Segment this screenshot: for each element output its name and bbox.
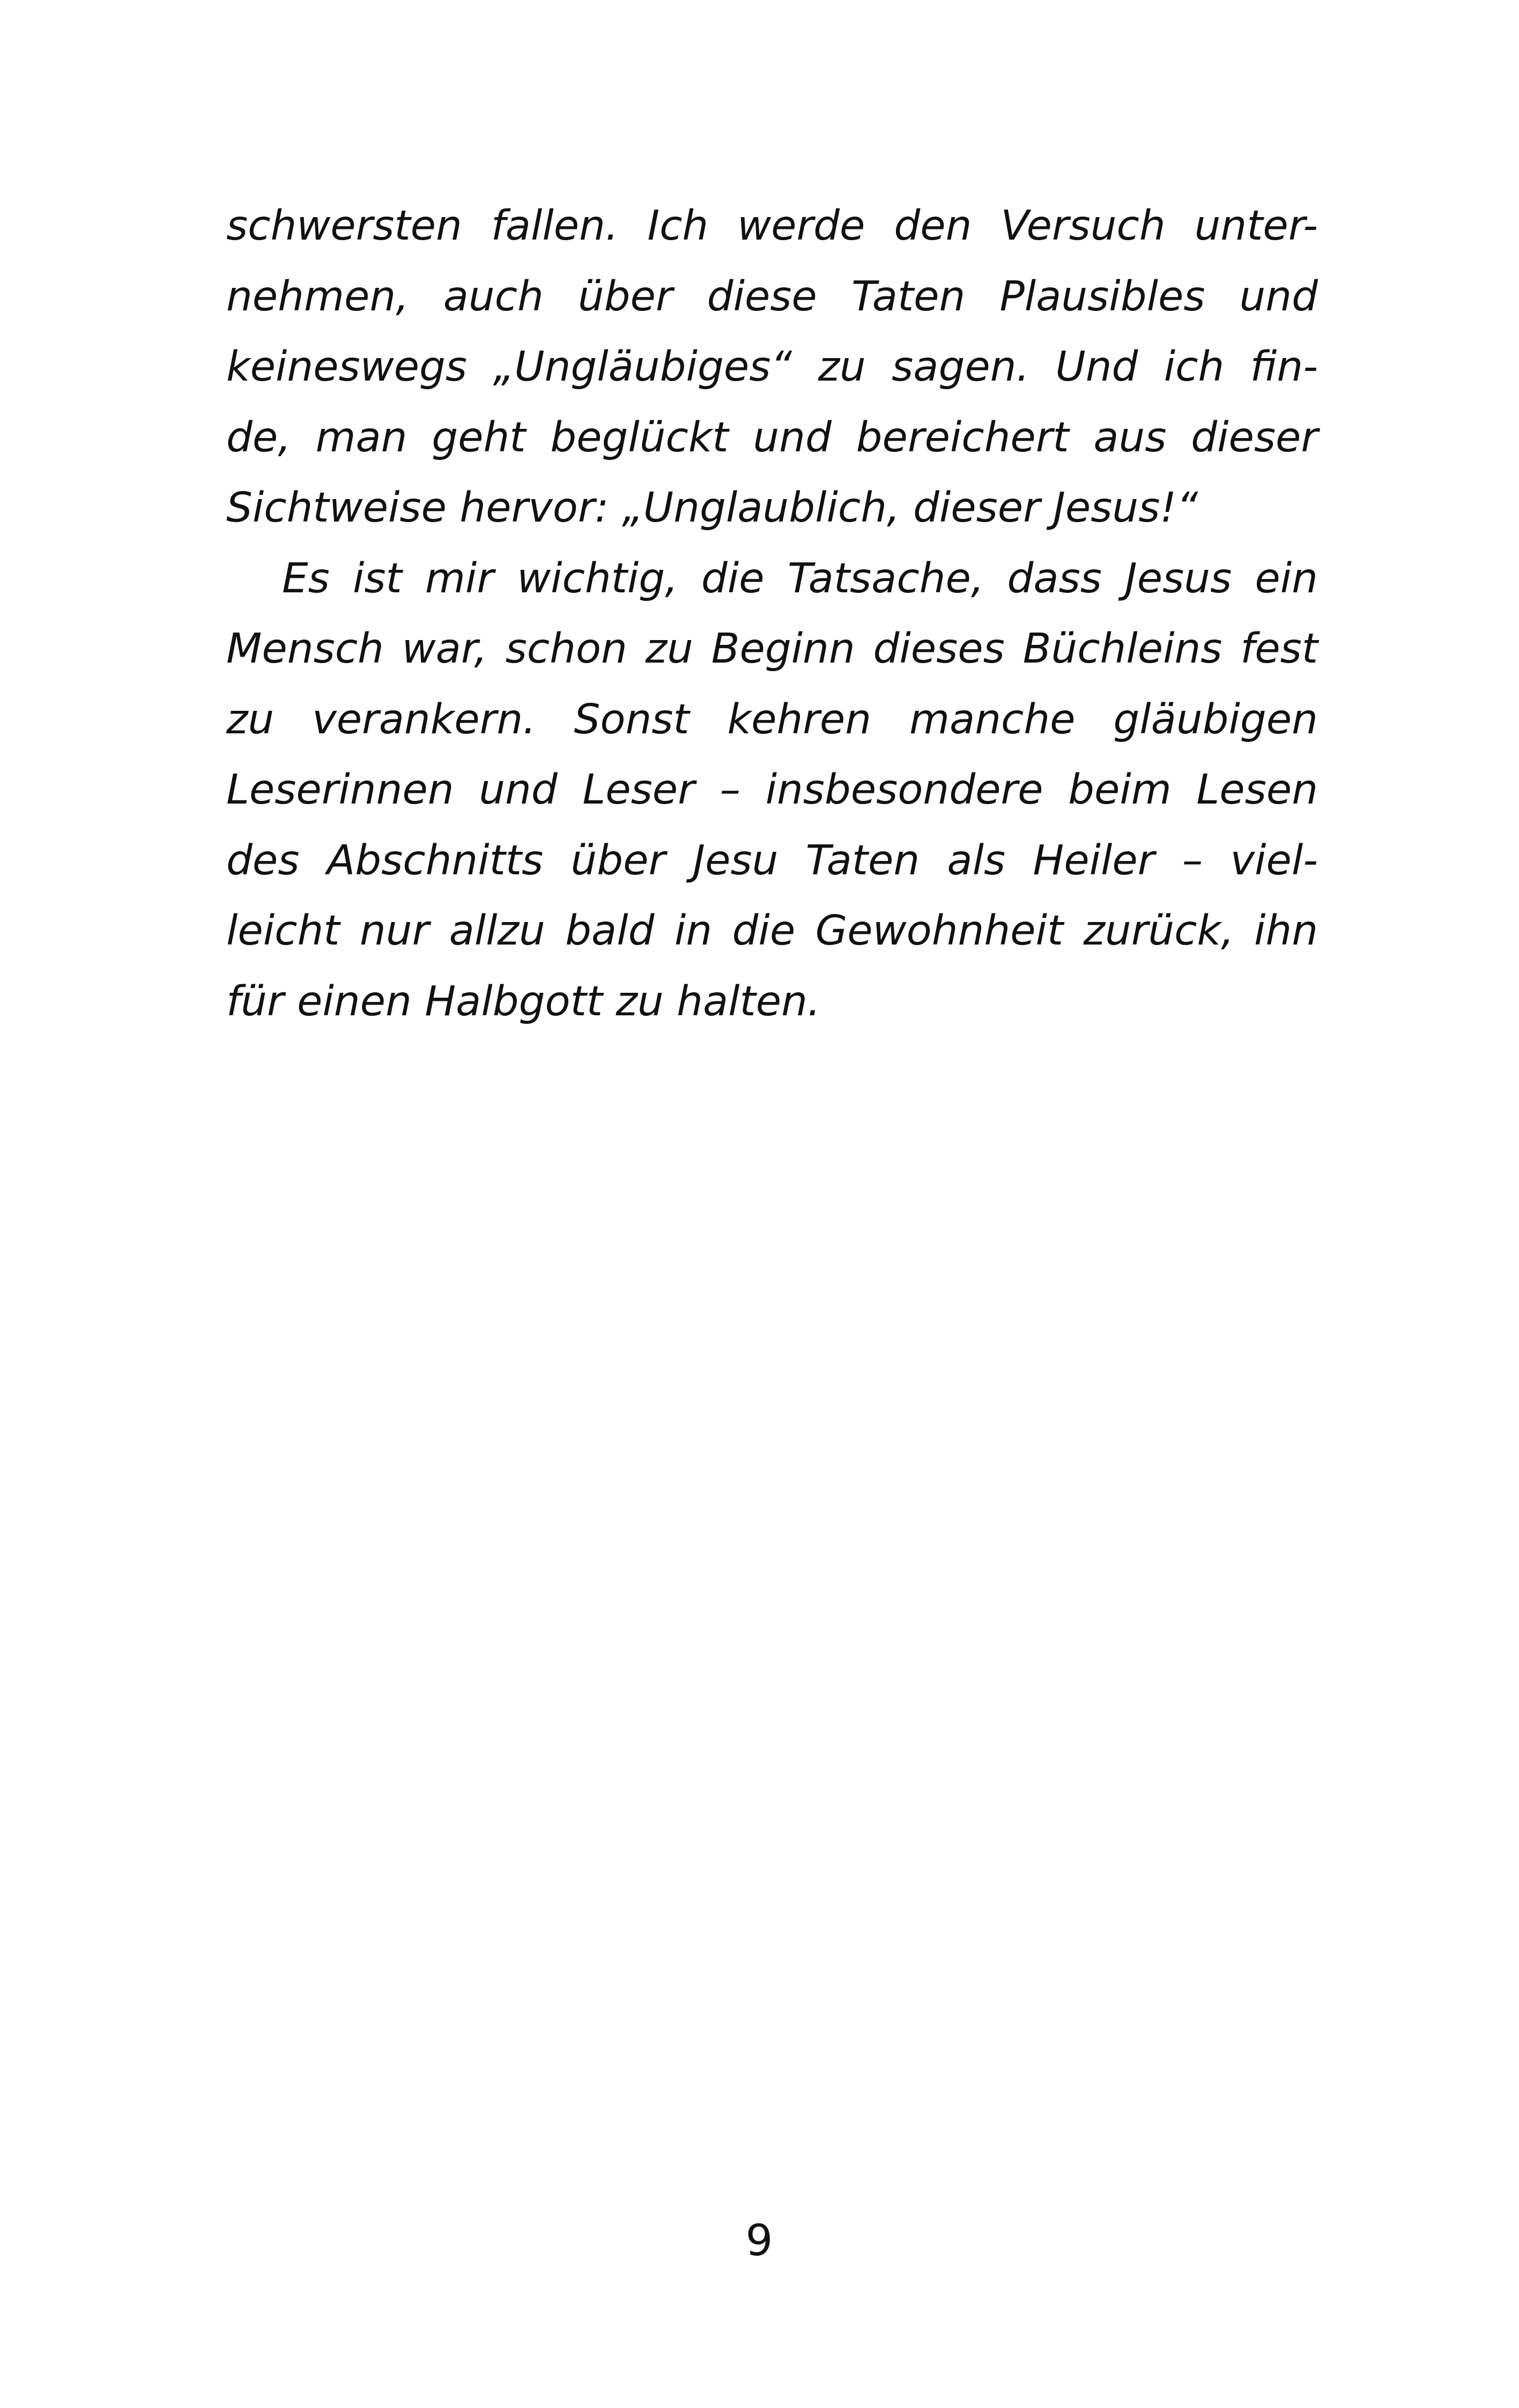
text-line: nehmen, auch über diese Taten Plausibles und xyxy=(226,272,1318,321)
text-line: Mensch war, schon zu Beginn dieses Büchleins fest xyxy=(226,625,1318,673)
page-number: 9 xyxy=(745,2216,773,2265)
text-line: zu verankern. Sonst kehren manche gläubigen xyxy=(226,695,1318,744)
body-text xyxy=(226,191,1318,1037)
text-line: keineswegs „Ungläubiges“ zu sagen. Und ich fin- xyxy=(226,343,1318,391)
text-line: des Abschnitts über Jesu Taten als Heiler – viel- xyxy=(226,836,1318,885)
text-line: für einen Halbgott zu halten. xyxy=(226,977,821,1025)
text-line: Leserinnen und Leser – insbesondere beim Lesen xyxy=(226,766,1318,814)
text-line: Sichtweise hervor: „Unglaublich, dieser Jesus!“ xyxy=(226,484,1198,532)
text-line: de, man geht beglückt und bereichert aus dieser xyxy=(226,413,1318,462)
text-line: schwersten fallen. Ich werde den Versuch unter- xyxy=(226,202,1318,250)
text-line: leicht nur allzu bald in die Gewohnheit zurück, ihn xyxy=(226,907,1318,955)
text-line: Es ist mir wichtig, die Tatsache, dass Jesus ein xyxy=(282,554,1318,603)
